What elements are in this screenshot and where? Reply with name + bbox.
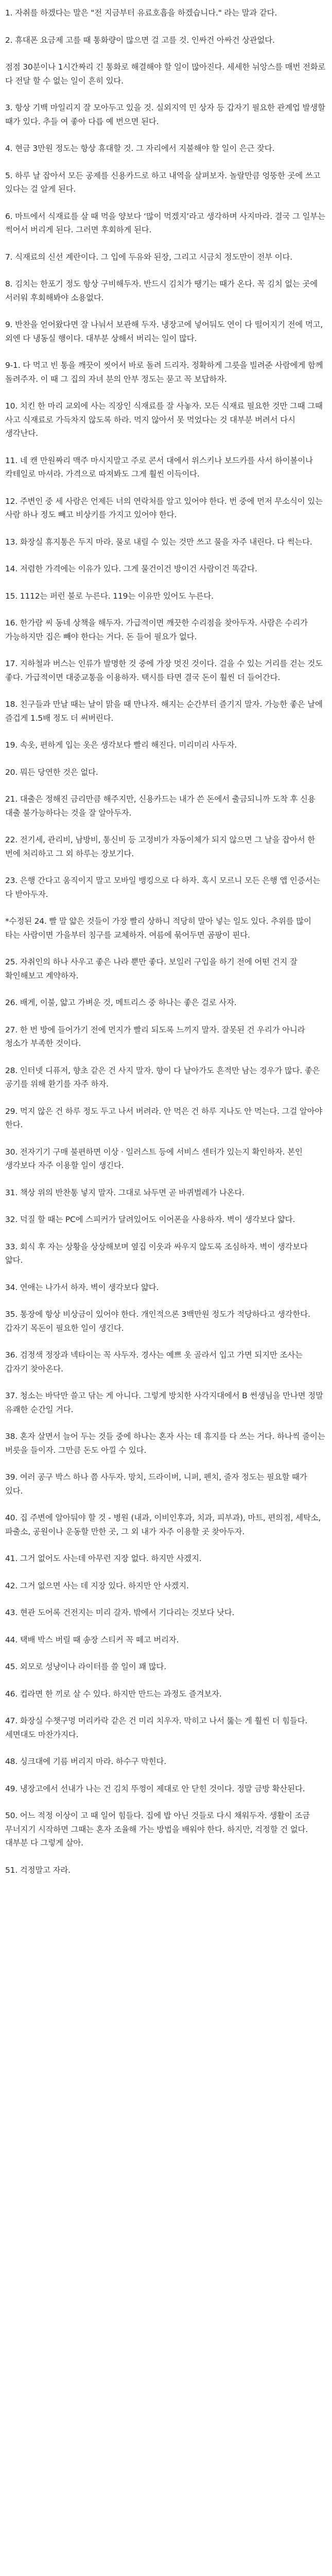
paragraph-gap bbox=[5, 88, 327, 101]
tip-item: 15. 1112는 퍼런 불로 누른다. 119는 이유만 있어도 누른다. bbox=[5, 591, 214, 601]
paragraph-gap bbox=[5, 237, 327, 250]
paragraph-gap bbox=[5, 1173, 327, 1186]
tip-item: 1. 자취를 하겠다는 말은 "전 지금부터 유료호흡을 하겠습니다." 라는 말과 같다. bbox=[5, 8, 277, 18]
paragraph-gap bbox=[5, 1538, 327, 1552]
tip-item: 49. 냉장고에서 선내가 나는 건 김치 뚜껑이 제대로 안 닫힌 것이다. 정말 금방 확산된다. bbox=[5, 1784, 305, 1793]
tip-item: 37. 청소는 바닥만 쓸고 닦는 게 아니다. 그렇게 방치한 사각지대에서 B 썬생님을 만나면 정말 유쾌한 순간일 거다. bbox=[5, 1391, 323, 1414]
tip-item: 42. 그거 없으면 사는 데 지장 있다. 하지만 안 사겠지. bbox=[5, 1581, 189, 1590]
paragraph-gap bbox=[5, 603, 327, 616]
paragraph-gap bbox=[5, 1741, 327, 1755]
paragraph-gap bbox=[5, 684, 327, 698]
paragraph-gap bbox=[5, 386, 327, 399]
tip-item: 51. 걱정말고 자라. bbox=[5, 1865, 71, 1875]
paragraph-gap bbox=[5, 522, 327, 535]
paragraph-gap bbox=[5, 1267, 327, 1281]
tip-item: 25. 자취인의 하나 사우고 좋은 나라 뿐만 좋다. 보일러 구입을 하기 전에 어떤 건지 잘 확인해보고 계약하자. bbox=[5, 957, 298, 980]
tip-item: 32. 덕질 할 때는 PC에 스피커가 달려있어도 이어폰을 사용하자. 벽이 생각보다 얇다. bbox=[5, 1215, 295, 1224]
paragraph-gap bbox=[5, 481, 327, 495]
tip-item: 45. 외모로 성냥이나 라이터를 쓸 일이 꽤 많다. bbox=[5, 1662, 167, 1671]
tip-item: 14. 저렴한 가격에는 이유가 있다. 그게 물건이건 방이건 사람이건 똑같다. bbox=[5, 564, 257, 573]
tip-item: 10. 치킨 한 마리 교외에 사는 직장인 식재료를 잘 사놓자. 모든 식재료 필요한 것만 그때 그때 사고 식재료로 가득차지 않도록 하라. 먹지 않아서 못 먹었다는 것 대부분 버려서 다시 생각난다. bbox=[5, 401, 323, 438]
tip-item: 16. 한가람 씨 동네 상책을 해두자. 가급적이면 깨끗한 수리점을 찾아두자. 사람은 수리가 가능하지만 집은 빼야 한다는 거다. 돈 들어 필요가 없다. bbox=[5, 618, 308, 641]
paragraph-gap bbox=[5, 440, 327, 454]
tip-item: 9. 반찬을 얻어왔다면 잘 나눠서 보관해 두자. 냉장고에 넣어둬도 연이 다 떨어지기 전에 먹고, 외엔 다 냉동실 행이다. 대부분 상해서 버리는 일이 많다. bbox=[5, 320, 323, 343]
tip-item: 12. 주변인 중 세 사람은 언제든 너의 연락처를 알고 있어야 한다. 번 중에 먼저 무소식이 있는 사람 하나 정도 빼고 비상키를 가지고 있어야 한다. bbox=[5, 496, 323, 519]
paragraph-gap bbox=[5, 1050, 327, 1064]
tip-item: 27. 한 번 방에 들어가기 전에 먼지가 빨리 되도록 느끼지 말자. 잘못된 건 우리가 아니라 청소가 부족한 것이다. bbox=[5, 1025, 305, 1048]
tip-item: 점점 30분이나 1시간짜리 긴 통화로 해결해야 할 일이 많아진다. 세세한 뉘앙스를 매번 전화로 다 전달 할 수 없는 일이 흔히 있다. bbox=[5, 62, 326, 86]
tip-item: 30. 전자기기 구매 불편하면 이상 · 일러스트 등에 서비스 센터가 있는지 확인하자. 본인 생각보다 자주 이용할 일이 생긴다. bbox=[5, 1147, 303, 1170]
paragraph-gap bbox=[5, 1592, 327, 1606]
paragraph-gap bbox=[5, 549, 327, 562]
paragraph-gap bbox=[5, 1620, 327, 1633]
paragraph-gap bbox=[5, 643, 327, 657]
paragraph-gap bbox=[5, 901, 327, 914]
paragraph-gap bbox=[5, 1457, 327, 1470]
paragraph-gap bbox=[5, 128, 327, 142]
tip-item: 3. 항상 기백 마일리지 잘 모아두고 있을 것. 실외지역 민 상자 등 갑자기 필요한 관계업 발생할 때가 있다. 추들 여 좋아 다릅 예 번으면 된다. bbox=[5, 103, 325, 126]
tip-item: 43. 현관 도어록 건전지는 미리 갈자. 밖에서 기다리는 것보다 낫다. bbox=[5, 1608, 235, 1617]
paragraph-gap bbox=[5, 982, 327, 996]
paragraph-gap bbox=[5, 779, 327, 792]
paragraph-gap bbox=[5, 1850, 327, 1863]
tip-item: 17. 지하철과 버스는 인류가 발명한 것 중에 가장 멋진 것이다. 걸을 수 있는 거리를 걷는 것도 좋다. 가급적이면 대중교통을 이용하자. 택시를 타면 결국 돈이 훨씬 더 들어간다. bbox=[5, 659, 323, 682]
tip-item: 6. 마트에서 식재료를 살 때 먹을 양보다 ‘많이 먹겠지’라고 생각하며 사지마라. 결국 그 일부는 썩어서 버리게 된다. 그러면 후회하게 된다. bbox=[5, 211, 325, 234]
tip-item: 31. 책상 위의 반찬통 넣지 말자. 그대로 놔두면 곧 바퀴벌레가 나온다. bbox=[5, 1188, 244, 1197]
tip-item: 48. 싱크대에 기름 버리지 마라. 하수구 막힌다. bbox=[5, 1757, 167, 1766]
paragraph-gap bbox=[5, 1294, 327, 1308]
tip-item: *수정된 24. 빨 말 얇은 것들이 가장 빨리 상하니 적당히 말아 넣는 일도 있다. 추위를 많이 타는 사람이면 가을부터 침구를 교체하자. 여름에 묶어두면 곰팡이 핀다. bbox=[5, 917, 311, 940]
paragraph-gap bbox=[5, 860, 327, 874]
paragraph-gap bbox=[5, 1566, 327, 1579]
paragraph-gap bbox=[5, 1227, 327, 1240]
tip-item: 2. 휴대폰 요금제 고를 때 통화량이 많으면 걸 고를 것. 인싸건 아싸건 상관없다. bbox=[5, 35, 275, 45]
paragraph-gap bbox=[5, 725, 327, 738]
paragraph-gap bbox=[5, 1091, 327, 1105]
paragraph-gap bbox=[5, 752, 327, 766]
tip-item: 38. 혼자 살면서 늘어 두는 것들 중에 하나는 혼자 사는 데 휴지를 다 쓰는 거다. 하나씩 줄이는 버릇을 들이자. 그만큼 돈도 아낄 수 있다. bbox=[5, 1432, 325, 1455]
paragraph-gap bbox=[5, 1701, 327, 1714]
tip-item: 39. 여러 공구 박스 하나 쯤 사두자. 망치, 드라이버, 니퍼, 펜치, 줄자 정도는 필요할 때가 있다. bbox=[5, 1472, 307, 1496]
tip-item: 19. 속옷, 편하게 입는 옷은 생각보다 빨리 해진다. 미리미리 사두자. bbox=[5, 740, 237, 750]
tip-item: 20. 뭐든 당연한 것은 없다. bbox=[5, 767, 98, 777]
paragraph-gap bbox=[5, 942, 327, 955]
tip-item: 35. 통장에 항상 비상금이 있어야 한다. 개인적으론 3백만원 정도가 적당하다고 생각한다. 갑자기 목돈이 필요한 일이 생긴다. bbox=[5, 1310, 310, 1333]
tip-item: 28. 인터넷 디퓨저, 향초 같은 건 사지 말자. 향이 다 날아가도 흔적만 남는 경우가 많다. 좋은 공기를 위해 환기를 자주 하자. bbox=[5, 1065, 320, 1089]
tip-item: 8. 김치는 한포기 정도 항상 구비해두자. 반드시 김치가 땡기는 때가 온다. 꼭 김치 없는 곳에 서러워 후회해봐야 소용없다. bbox=[5, 279, 318, 302]
tip-item: 22. 전기세, 관리비, 남방비, 통신비 등 고정비가 자동이체가 되지 않으면 그 날을 잡아서 한 번에 처리하고 그 외 하루는 장보기다. bbox=[5, 835, 315, 858]
tip-item: 33. 회식 후 자는 상황을 상상해보며 옆집 이웃과 싸우지 않도록 조심하자. 벽이 생각보다 얇다. bbox=[5, 1242, 308, 1265]
tip-item: 11. 네 캔 만원짜리 맥주 마시지말고 주로 콘서 대에서 위스키나 보드카를 사서 하이볼이나 칵테일로 마셔라. 가격으로 따져봐도 그게 훨씬 이득이다. bbox=[5, 455, 313, 479]
tip-item: 7. 식재료의 신선 계란이다. 그 입에 두유와 된장, 그리고 시금치 정도만이 전부 이다. bbox=[5, 252, 293, 262]
paragraph-gap bbox=[5, 20, 327, 33]
paragraph-gap bbox=[5, 1795, 327, 1809]
paragraph-gap bbox=[5, 196, 327, 210]
tip-item: 36. 검정색 정장과 넥타이는 꼭 사두자. 경사는 예쁘 옷 골라서 입고 가면 되지만 조사는 갑자기 찾아온다. bbox=[5, 1350, 303, 1374]
tip-item: 29. 먹지 않은 건 하루 정도 두고 나서 버려라. 안 먹은 건 하루 지나도 안 먹는다. 그걸 알아야 한다. bbox=[5, 1106, 323, 1129]
tip-item: 26. 배게, 이불, 얇고 가벼운 것, 메트리스 중 하나는 좋은 걸로 사자. bbox=[5, 998, 237, 1007]
tip-item: 5. 하루 날 잡아서 모든 공제를 신용카드로 하고 내역을 살펴보자. 놀랄만큼 엉뚱한 곳에 쓰고 있다는 걸 알게 된다. bbox=[5, 171, 321, 194]
tip-item: 40. 집 주변에 알아둬야 할 것 - 병원 (내과, 이비인후과, 치과, 피부과), 마트, 편의점, 세탁소, 파출소, 공원이나 운동할 만한 곳, 그 외 내가 자주 이용할 곳 찾아두자. bbox=[5, 1513, 321, 1536]
paragraph-gap bbox=[5, 1498, 327, 1511]
tip-item: 34. 연애는 나가서 하자. 벽이 생각보다 얇다. bbox=[5, 1282, 159, 1292]
paragraph-gap bbox=[5, 1010, 327, 1023]
paragraph-gap bbox=[5, 1335, 327, 1348]
paragraph-gap bbox=[5, 1769, 327, 1782]
tip-item: 21. 대출은 정해진 금리만큼 해주지만, 신용카드는 내가 쓴 돈에서 출금되니까 도착 후 신용 대출 불가능하다는 것을 잘 알아두자. bbox=[5, 794, 316, 818]
tip-item: 23. 은행 간다고 움직이지 말고 모바일 뱅킹으로 다 하자. 혹시 모르니 모든 은행 앱 인증서는 다 받아두자. bbox=[5, 876, 321, 899]
tip-item: 4. 현금 3만원 정도는 항상 휴대할 것. 그 자리에서 지불해야 할 일이 은근 잦다. bbox=[5, 144, 275, 153]
paragraph-gap bbox=[5, 820, 327, 833]
tip-item: 9-1. 다 먹고 빈 통을 깨끗이 씻어서 바로 돌려 드리자. 정확하게 그릇을 빌려준 사람에게 함께 돌려주자. 이 때 그 집의 자녀 분의 안부 정도는 묻고 꼭 보답하자. bbox=[5, 361, 323, 384]
paragraph-gap bbox=[5, 156, 327, 169]
tip-item: 18. 친구들과 만날 때는 날이 맑을 때 만나자. 해지는 순간부터 즐기지 말자. 가능한 좋은 날에 즐겁게 1.5배 정도 더 써버린다. bbox=[5, 700, 323, 723]
paragraph-gap bbox=[5, 345, 327, 359]
paragraph-gap bbox=[5, 1132, 327, 1145]
tip-item: 47. 화장실 수챗구멍 머리카락 같은 건 미리 치우자. 막히고 나서 뚫는 게 훨씬 더 힘들다. 세면대도 마찬가지다. bbox=[5, 1716, 308, 1739]
paragraph-gap bbox=[5, 47, 327, 60]
paragraph-gap bbox=[5, 1647, 327, 1660]
tip-item: 44. 택배 박스 버릴 때 송장 스티커 꼭 떼고 버리자. bbox=[5, 1635, 179, 1645]
paragraph-gap bbox=[5, 264, 327, 277]
paragraph-gap bbox=[5, 1416, 327, 1430]
paragraph-gap bbox=[5, 304, 327, 318]
paragraph-gap bbox=[5, 1199, 327, 1213]
paragraph-gap bbox=[5, 1674, 327, 1687]
tip-item: 41. 그거 없어도 사는데 아무런 지장 없다. 하지만 사겠지. bbox=[5, 1554, 202, 1563]
tip-item: 50. 어느 적정 이상이 고 때 일어 힘들다. 집에 밥 아닌 것들로 다시 채워두자. 생활이 조금 무너지기 시작하면 그때는 혼자 조율해 가는 방법을 배워야 한다. 하지만, 걱정할 건 없다. 대부분 다 그렇게 살아. bbox=[5, 1811, 310, 1848]
paragraph-gap bbox=[5, 576, 327, 589]
paragraph-gap bbox=[5, 1376, 327, 1389]
tip-item: 46. 컵라면 한 끼로 살 수 있다. 하지만 만드는 과정도 즐겨보자. bbox=[5, 1689, 222, 1699]
tip-item: 13. 화장실 휴지통은 두지 마라. 물로 내릴 수 있는 것만 쓰고 물을 자주 내린다. 다 썩는다. bbox=[5, 537, 312, 547]
